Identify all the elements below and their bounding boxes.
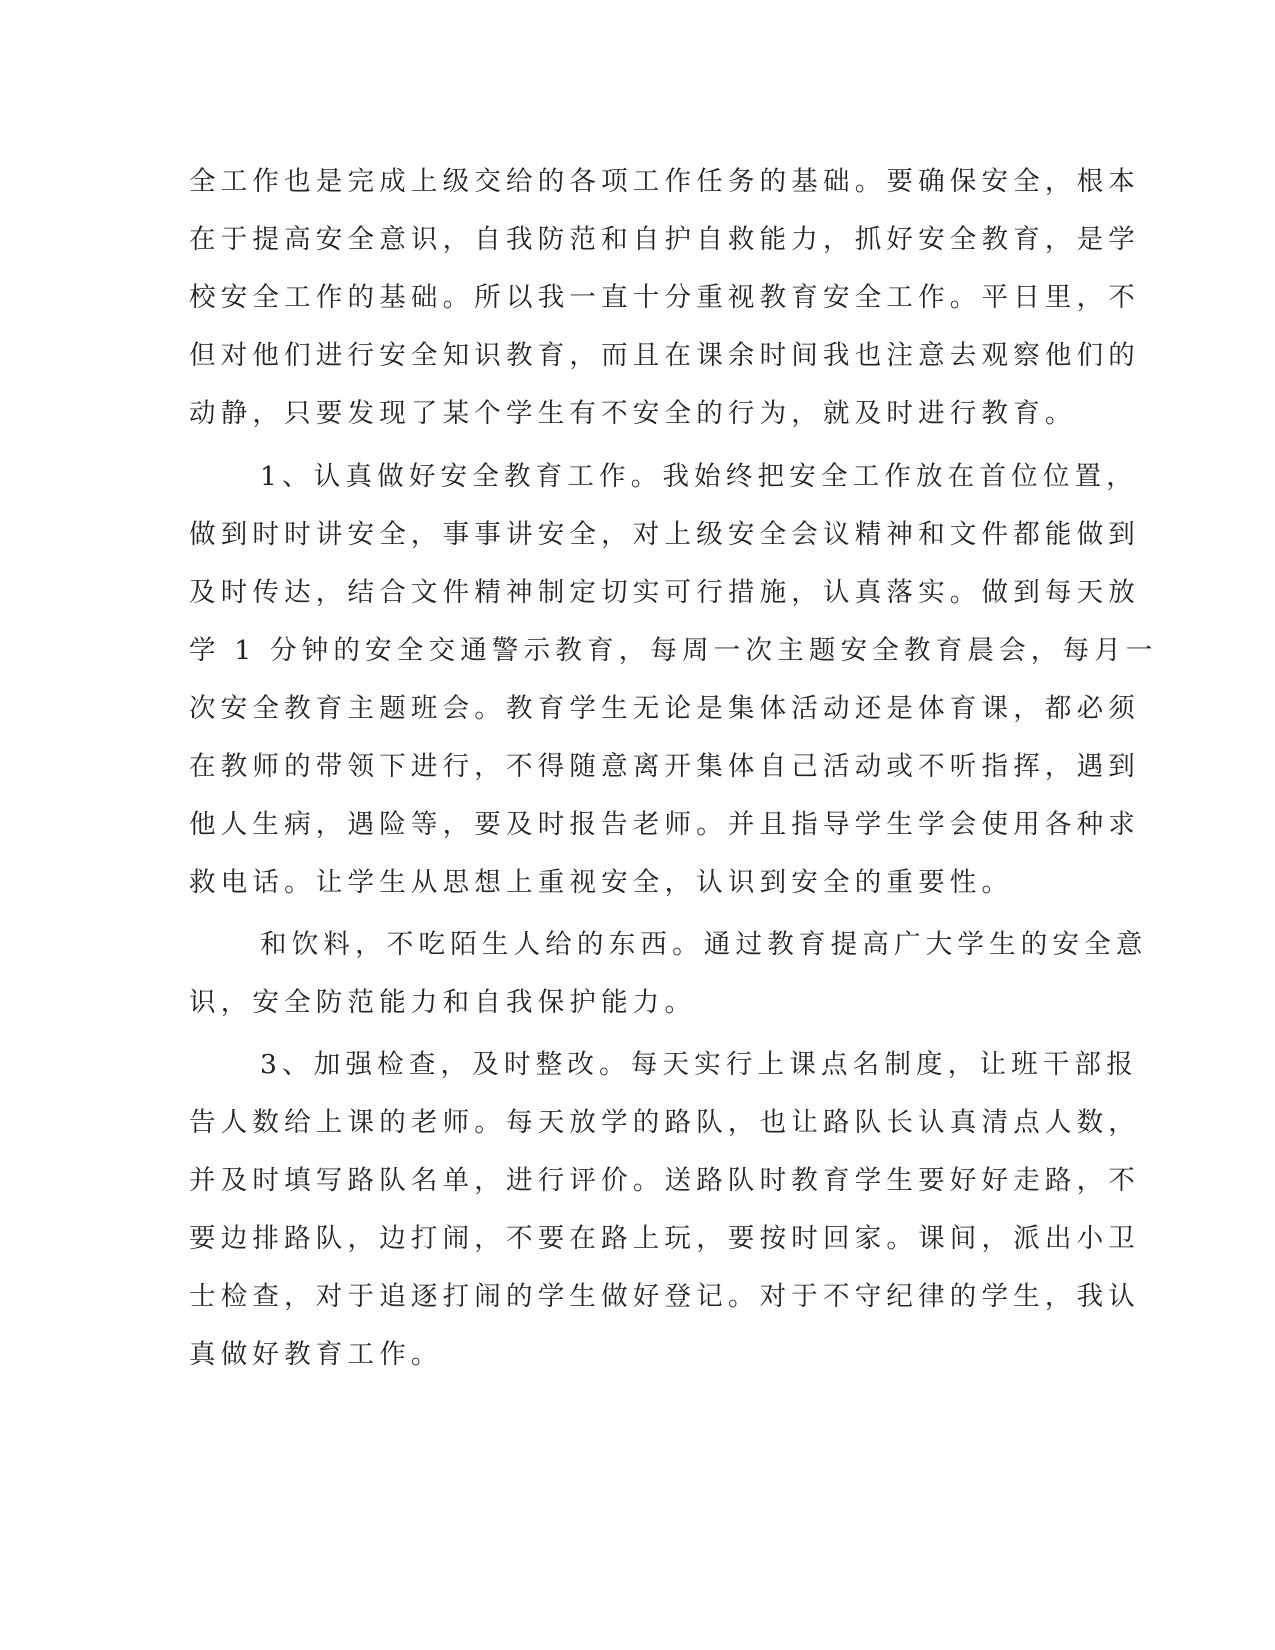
text-line: 次安全教育主题班会。教育学生无论是集体活动还是体育课，都必须 — [189, 693, 1140, 724]
text-line: 在于提高安全意识，自我防范和自护自救能力，抓好安全教育，是学 — [189, 224, 1140, 255]
text-line: 1、认真做好安全教育工作。我始终把安全工作放在首位位置， — [260, 461, 1138, 492]
text-line: 校安全工作的基础。所以我一直十分重视教育安全工作。平日里，不 — [189, 282, 1140, 313]
text-line: 他人生病，遇险等，要及时报告老师。并且指导学生学会使用各种求 — [189, 809, 1140, 840]
text-line: 但对他们进行安全知识教育，而且在课余时间我也注意去观察他们的 — [189, 340, 1140, 371]
text-line: 士检查，对于追逐打闹的学生做好登记。对于不守纪律的学生，我认 — [189, 1281, 1140, 1312]
text-line: 做到时时讲安全，事事讲安全，对上级安全会议精神和文件都能做到 — [189, 519, 1140, 550]
text-line: 要边排路队，边打闹，不要在路上玩，要按时回家。课间，派出小卫 — [189, 1223, 1140, 1254]
text-line: 识，安全防范能力和自我保护能力。 — [189, 987, 697, 1018]
text-line: 学 1 分钟的安全交通警示教育，每周一次主题安全教育晨会，每月一 — [189, 635, 1158, 666]
text-line: 和饮料，不吃陌生人给的东西。通过教育提高广大学生的安全意 — [260, 929, 1148, 960]
text-line: 真做好教育工作。 — [189, 1339, 443, 1370]
text-line: 全工作也是完成上级交给的各项工作任务的基础。要确保安全，根本 — [189, 166, 1140, 197]
text-line: 动静，只要发现了某个学生有不安全的行为，就及时进行教育。 — [189, 398, 1077, 429]
text-line: 并及时填写路队名单，进行评价。送路队时教育学生要好好走路，不 — [189, 1165, 1140, 1196]
text-line: 在教师的带领下进行，不得随意离开集体自己活动或不听指挥，遇到 — [189, 751, 1140, 782]
text-line: 告人数给上课的老师。每天放学的路队，也让路队长认真清点人数， — [189, 1107, 1140, 1138]
text-line: 救电话。让学生从思想上重视安全，认识到安全的重要性。 — [189, 867, 1014, 898]
text-line: 3、加强检查，及时整改。每天实行上课点名制度，让班干部报 — [260, 1049, 1138, 1080]
text-line: 及时传达，结合文件精神制定切实可行措施，认真落实。做到每天放 — [189, 577, 1140, 608]
